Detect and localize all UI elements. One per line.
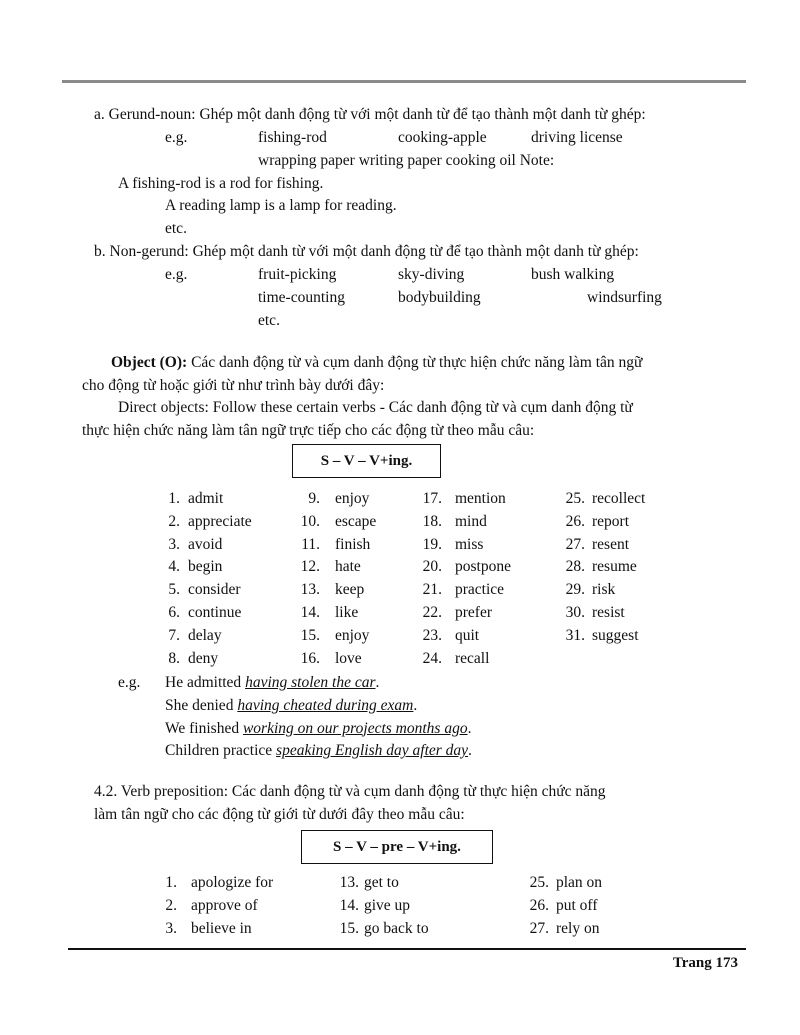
verb-item: like [335, 604, 359, 621]
sentence-start: She denied [165, 696, 238, 714]
verb-item: plan on [556, 874, 603, 891]
verb-item: believe in [191, 919, 252, 937]
gerund-noun-heading: a. Gerund-noun: Ghép một danh động từ với một danh từ để tạo thành một danh từ ghép: [94, 106, 646, 123]
verb-item: quit [455, 626, 480, 644]
list-number: 11. [301, 535, 320, 553]
verb-item: resent [592, 535, 630, 553]
eg-label: e.g. [165, 129, 188, 146]
example-word: driving license [531, 129, 623, 146]
list-number: 29. [565, 581, 585, 599]
verb-item: get to [364, 874, 399, 891]
verb-item: avoid [188, 535, 223, 553]
sentence-end: . [413, 696, 418, 714]
etc-text: etc. [258, 312, 280, 329]
verb-item: report [592, 512, 630, 530]
list-number: 13. [339, 874, 359, 891]
list-number: 3. [165, 919, 177, 937]
list-number: 2. [165, 896, 177, 914]
verb-item: resume [592, 558, 637, 576]
verb-item: finish [335, 535, 371, 553]
example-sentence [165, 741, 472, 761]
list-number: 5. [168, 581, 180, 599]
sentence-start: He admitted [165, 674, 246, 691]
gerund-phrase: working on our projects months ago [242, 719, 468, 737]
page-number: Trang 173 [672, 955, 738, 971]
verb-item: give up [364, 896, 411, 914]
pattern-box: S – V – V+ing. [292, 444, 441, 478]
list-number: 18. [422, 512, 442, 530]
verb-item: enjoy [335, 490, 370, 507]
list-number: 10. [300, 512, 320, 530]
sentence-end: . [468, 742, 472, 760]
list-number: 14. [300, 604, 320, 621]
object-label: Object (O): [111, 354, 188, 371]
verb-item: mind [455, 512, 487, 530]
eg-label: e.g. [165, 266, 188, 283]
list-number: 12. [300, 558, 320, 576]
verb-item: recollect [592, 490, 646, 507]
verb-prep-line2: làm tân ngữ cho các động từ giới từ dưới đây theo mẫu câu: [94, 806, 465, 823]
example-word: bush walking [531, 266, 615, 283]
verb-item: approve of [191, 896, 258, 914]
example-word: sky-diving [398, 266, 465, 283]
list-number: 8. [168, 649, 180, 667]
verb-item: begin [188, 558, 223, 576]
example-sentence [165, 696, 417, 716]
list-number: 16. [300, 649, 320, 667]
list-number: 28. [565, 558, 585, 576]
verb-prep-line1: 4.2. Verb preposition: Các danh động từ và cụm danh động từ thực hiện chức năng [94, 783, 606, 800]
list-number: 21. [422, 581, 442, 599]
list-number: 4. [168, 558, 180, 576]
direct-objects-line1: Direct objects: Follow these certain verbs - Các danh động từ và cụm danh động từ [118, 399, 633, 416]
list-number: 23. [422, 626, 442, 644]
eg-label: e.g. [118, 674, 141, 691]
verb-item: resist [592, 604, 625, 621]
verb-item: consider [188, 581, 241, 599]
verb-item: hate [335, 558, 361, 576]
sentence-end: . [467, 719, 472, 737]
etc-text: etc. [165, 220, 187, 237]
verb-item: risk [592, 581, 616, 599]
list-number: 2. [168, 512, 180, 530]
list-number: 9. [308, 490, 320, 507]
non-gerund-heading: b. Non-gerund: Ghép một danh từ với một danh động từ để tạo thành một danh từ ghép: [94, 243, 639, 260]
sentence-start: Children practice [165, 742, 277, 760]
gerund-phrase: speaking English day after day [276, 742, 469, 760]
object-intro-text: Các danh động từ và cụm danh động từ thực hiện chức năng làm tân ngữ [187, 354, 643, 371]
object-intro-line2: cho động từ hoặc giới từ như trình bày dưới đây: [82, 377, 385, 394]
footer-rule [68, 948, 746, 950]
verb-item: practice [455, 581, 505, 599]
gerund-phrase: having cheated during exam [237, 696, 414, 714]
list-number: 30. [565, 604, 585, 621]
note-line: A reading lamp is a lamp for reading. [165, 197, 397, 214]
example-word: windsurfing [587, 289, 662, 306]
sentence-start: We finished [165, 719, 243, 737]
verb-item: enjoy [335, 626, 370, 644]
verb-item: continue [188, 604, 242, 621]
list-number: 27. [529, 919, 549, 937]
list-number: 27. [565, 535, 585, 553]
verb-item: keep [335, 581, 365, 599]
example-word: fishing-rod [258, 129, 327, 146]
sentence-end: . [375, 674, 380, 691]
verb-item: prefer [455, 604, 492, 621]
verb-item: admit [188, 490, 224, 507]
header-rule [62, 80, 746, 83]
pattern-box-prep: S – V – pre – V+ing. [301, 830, 493, 864]
gerund-phrase: having stolen the car [245, 674, 376, 691]
example-line: wrapping paper writing paper cooking oil Note: [258, 152, 555, 169]
verb-item: recall [455, 649, 490, 667]
verb-item: suggest [592, 626, 639, 644]
verb-item: go back to [364, 919, 429, 937]
verb-item: postpone [455, 558, 511, 576]
verb-item: appreciate [188, 512, 252, 530]
list-number: 7. [168, 626, 180, 644]
example-word: bodybuilding [398, 289, 481, 306]
example-word: cooking-apple [398, 129, 487, 146]
list-number: 6. [168, 604, 180, 621]
list-number: 26. [565, 512, 585, 530]
list-number: 31. [565, 626, 585, 644]
list-number: 17. [422, 490, 442, 507]
verb-item: miss [455, 535, 484, 553]
list-number: 14. [339, 896, 359, 914]
list-number: 22. [422, 604, 442, 621]
example-sentence [165, 719, 471, 739]
example-word: fruit-picking [258, 266, 337, 283]
list-number: 15. [339, 919, 359, 937]
list-number: 19. [422, 535, 442, 553]
direct-objects-line2: thực hiện chức năng làm tân ngữ trực tiếp cho các động từ theo mẫu câu: [82, 422, 535, 439]
list-number: 26. [529, 896, 549, 914]
verb-item: apologize for [191, 874, 274, 891]
list-number: 15. [300, 626, 320, 644]
verb-item: love [335, 649, 362, 667]
verb-item: rely on [556, 919, 600, 937]
verb-item: mention [455, 490, 506, 507]
list-number: 1. [168, 490, 180, 507]
verb-item: escape [335, 512, 377, 530]
example-word: time-counting [258, 289, 345, 306]
verb-item: delay [188, 626, 222, 644]
list-number: 24. [422, 649, 442, 667]
list-number: 20. [422, 558, 442, 576]
list-number: 25. [529, 874, 549, 891]
verb-item: deny [188, 649, 219, 667]
note-line: A fishing-rod is a rod for fishing. [118, 175, 324, 192]
list-number: 1. [165, 874, 177, 891]
object-intro [111, 353, 642, 373]
list-number: 13. [300, 581, 320, 599]
list-number: 25. [565, 490, 585, 507]
list-number: 3. [168, 535, 180, 553]
verb-item: put off [556, 896, 598, 914]
example-sentence [165, 673, 379, 693]
